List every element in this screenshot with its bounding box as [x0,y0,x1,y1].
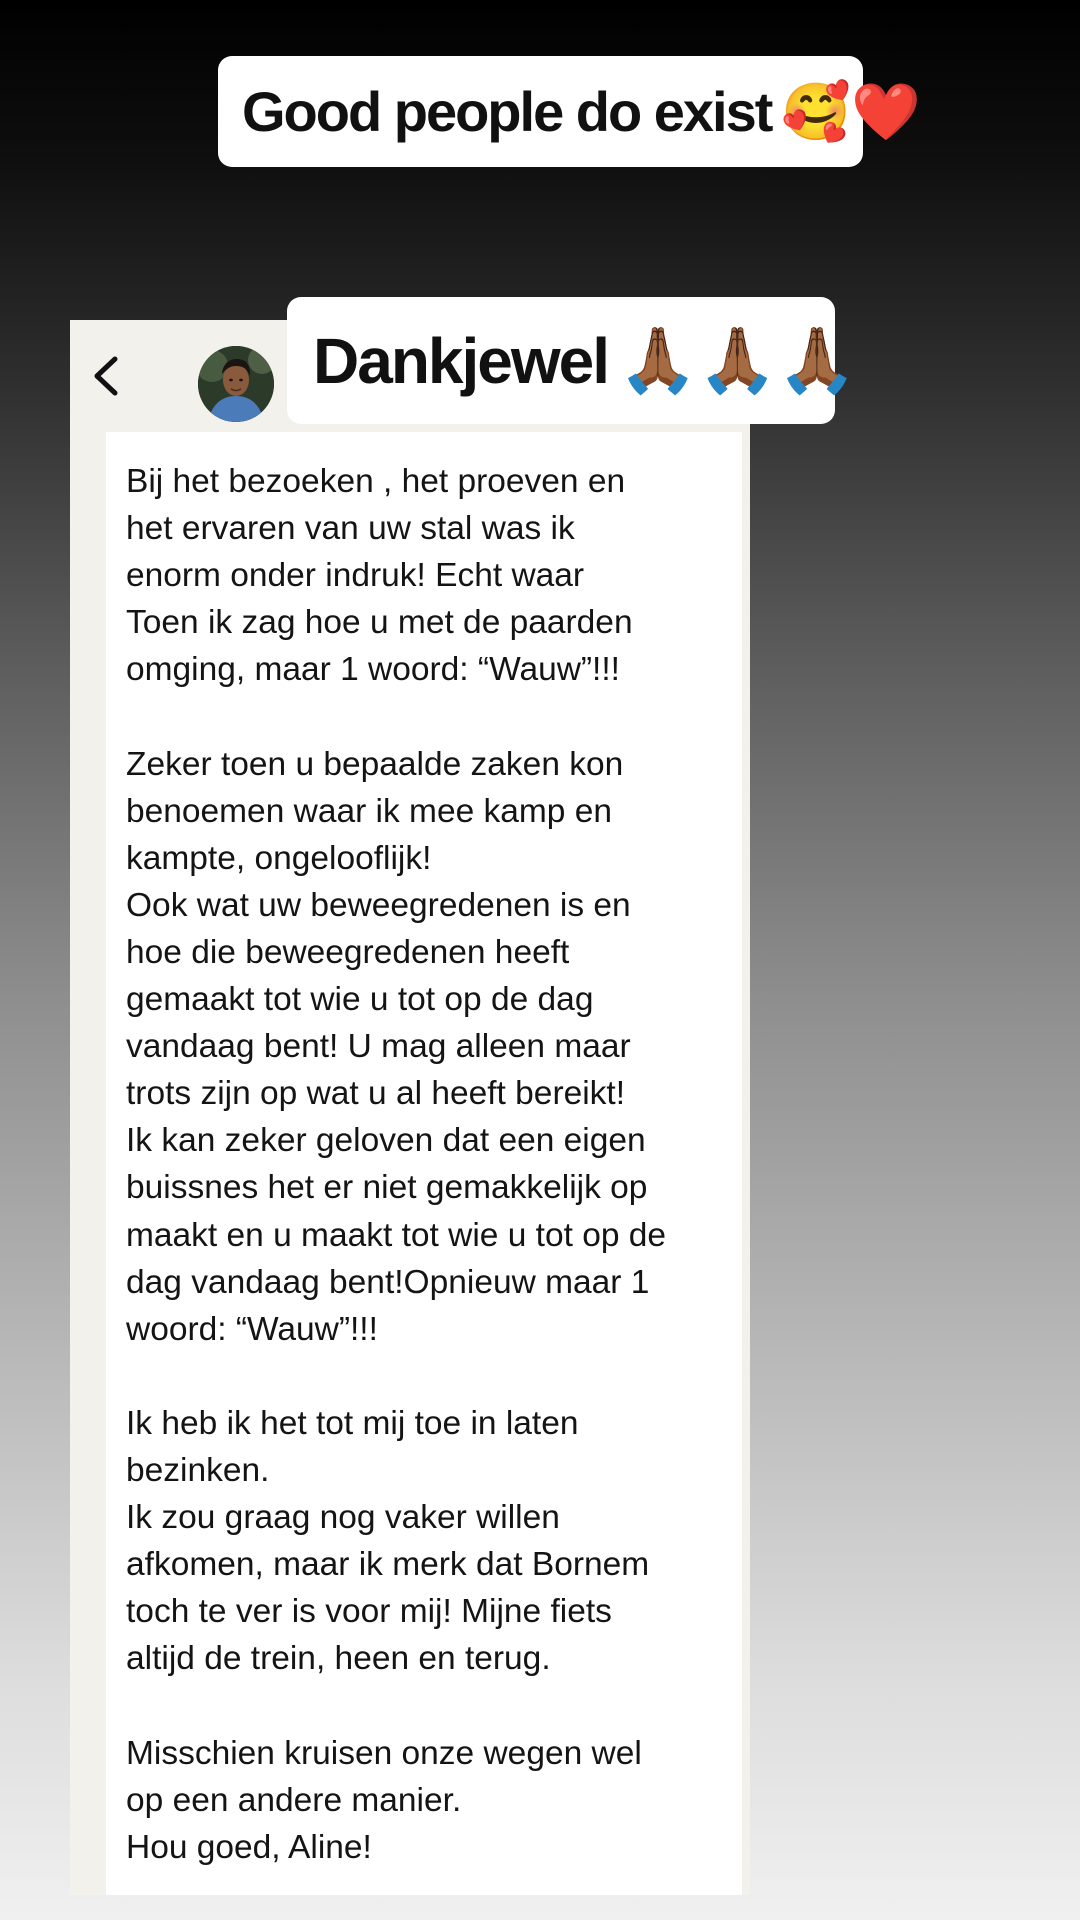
back-button[interactable] [80,350,132,402]
chevron-left-icon [89,353,123,399]
message-bubble [106,432,742,1895]
folded-hands-emoji-icon: 🙏🏾🙏🏾🙏🏾 [618,324,858,396]
thanks-text: Dankjewel [313,324,609,397]
avatar[interactable] [198,346,274,422]
story-caption-text: Good people do exist [242,80,772,143]
smiling-hearts-heart-emoji-icon: 🥰❤️ [781,79,921,143]
story-caption-sticker [218,56,921,167]
message-text: Bij het bezoeken , het proeven en het ervaren van uw stal was ik enorm onder indruk! Echt waar Toen ik zag hoe u met de paarden omging, maar 1 woord: “Wauw”!!! Zeker toen u bepaalde zaken kon benoemen waar ik mee kamp en kampte, ongelooflijk! Ook wat uw beweegredenen is en hoe die beweegredenen heeft gemaakt tot wie u tot op de dag vandaag bent! U mag alleen maar trots zijn op wat u al heeft bereikt! Ik kan zeker geloven dat een eigen buissnes het er niet gemakkelijk op maakt en u maakt tot wie u tot op de dag vandaag bent!Opnieuw maar 1 woord: “Wauw”!!! Ik heb ik het tot mij toe in laten bezinken. Ik zou graag nog vaker willen afkomen, maar ik merk dat Bornem toch te ver is voor mij! Mijne fiets altijd de trein, heen en terug. Misschien kruisen onze wegen wel op een andere manier. Hou goed, Aline! [126,463,667,1866]
thanks-sticker [287,297,858,424]
avatar-image [198,346,274,422]
chat-screenshot [70,320,750,1895]
